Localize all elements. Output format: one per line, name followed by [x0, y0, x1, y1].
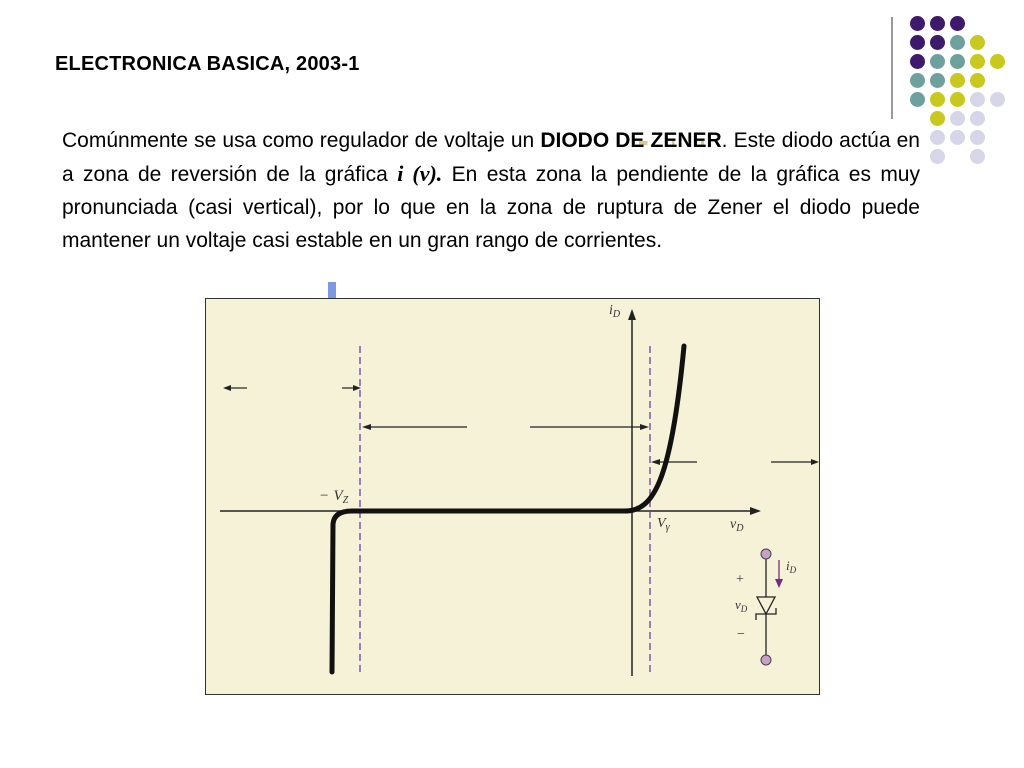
dot — [970, 92, 985, 107]
dot — [910, 54, 925, 69]
dot — [930, 92, 945, 107]
dot — [950, 111, 965, 126]
paragraph-part2: . Este diodo actúa en a zona de reversión de la gráfica — [62, 129, 920, 186]
dot — [950, 92, 965, 107]
vz-label: − $V_Z$ — [320, 488, 349, 506]
dot — [930, 130, 945, 145]
dot — [930, 16, 945, 31]
vgamma-label: $V_\gamma$ — [657, 516, 670, 533]
math-open: ( — [403, 161, 420, 186]
dot — [950, 73, 965, 88]
zener-highlight: DIODO DE ZENER — [540, 129, 722, 152]
slide-title: ELECTRONICA BASICA, 2003-1 — [55, 53, 360, 75]
symbol-current-label: $i_D$ — [786, 558, 797, 575]
dot — [910, 16, 925, 31]
math-v: v — [419, 161, 430, 186]
dot — [970, 54, 985, 69]
dot — [930, 73, 945, 88]
dot — [970, 130, 985, 145]
symbol-plus: + — [736, 572, 744, 587]
dot — [970, 111, 985, 126]
dot — [950, 54, 965, 69]
dot — [910, 35, 925, 50]
dot — [930, 35, 945, 50]
axis-y-label: $i_D$ — [609, 303, 621, 320]
symbol-voltage-label: $v_D$ — [735, 597, 748, 614]
symbol-minus: − — [737, 627, 745, 642]
dot — [930, 54, 945, 69]
axis-x-label: $v_D$ — [730, 517, 744, 534]
dot — [930, 149, 945, 164]
paragraph-part3: En esta zona la pendiente de la gráfica es muy pronunciada (casi vertical), por lo que en la zona de ruptura de Zener el diodo puede mantener un voltaje casi estable en un gran rango de corrientes. — [62, 163, 920, 252]
paragraph-intro: Comúnmente se usa como regulador de voltaje un — [62, 129, 541, 152]
dot — [950, 35, 965, 50]
dot — [910, 92, 925, 107]
decorative-divider — [891, 17, 893, 119]
math-i: i — [397, 161, 404, 186]
dot — [970, 73, 985, 88]
dot — [930, 111, 945, 126]
dot — [970, 35, 985, 50]
dot — [990, 54, 1005, 69]
dot — [970, 149, 985, 164]
zener-iv-graph — [205, 298, 820, 695]
dot — [990, 92, 1005, 107]
dot — [950, 16, 965, 31]
math-close: ). — [429, 161, 443, 186]
body-paragraph — [62, 124, 920, 257]
dot — [910, 73, 925, 88]
dot — [950, 130, 965, 145]
